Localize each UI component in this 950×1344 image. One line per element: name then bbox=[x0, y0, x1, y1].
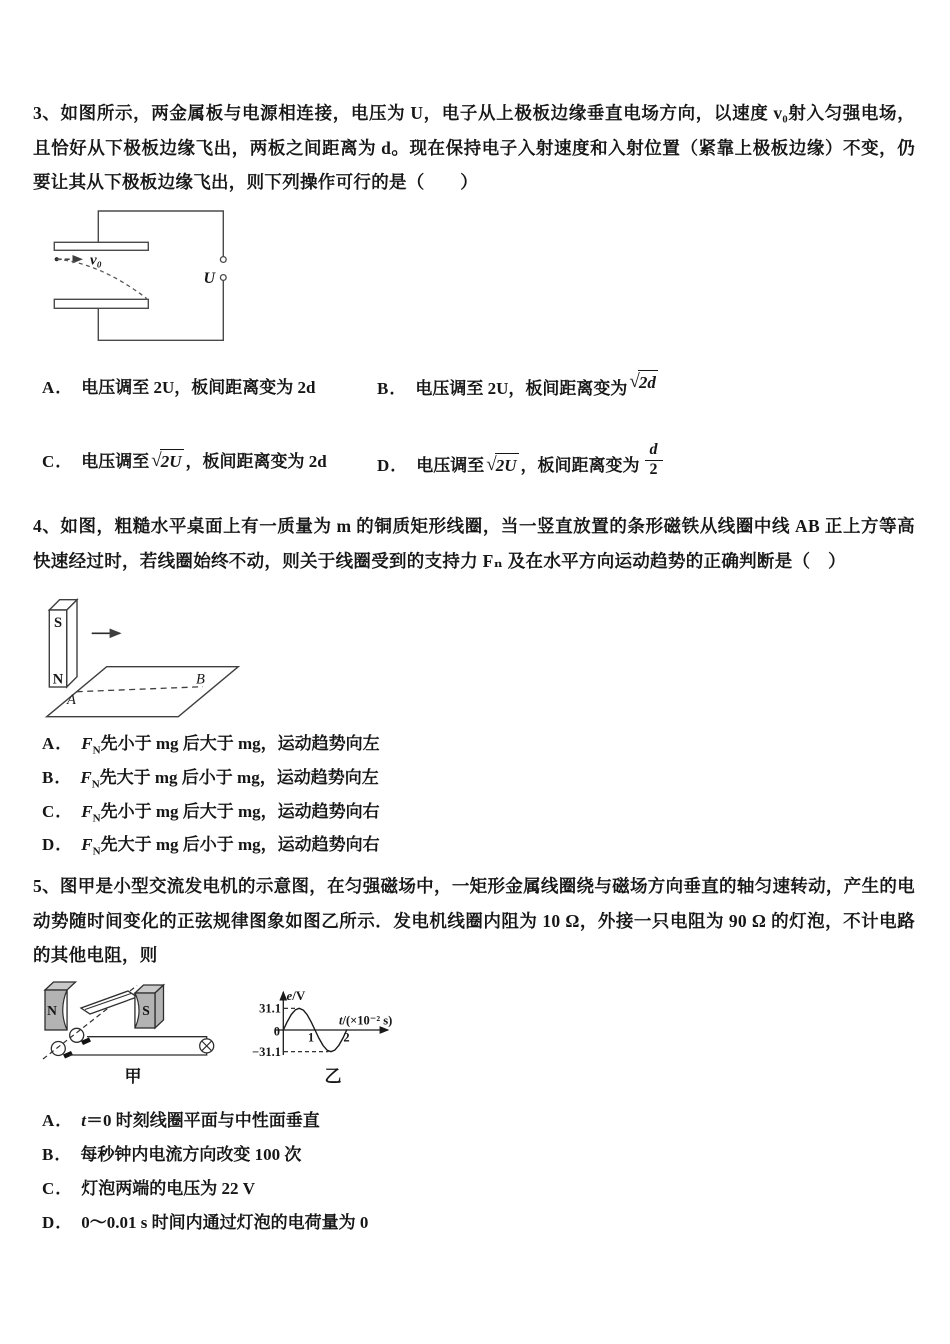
force-subscript: N bbox=[92, 812, 101, 825]
force-subscript: N bbox=[91, 778, 100, 791]
q5-option-c bbox=[42, 1177, 255, 1201]
sqrt-expression bbox=[486, 453, 518, 478]
q4-option-a-text: 先小于 mg 后大于 mg，运动趋势向左 bbox=[100, 734, 380, 753]
question-5-stem: 5、图甲是小型交流发电机的示意图，在匀强磁场中，一矩形金属线圈绕与磁场方向垂直的轴匀速转动，产生的电动势随时间变化的正弦规律图象如图乙所示．发电机线圈内阻为 10 Ω，外接一只电阻为 90 Ω 的灯泡，不计电路的其他电阻，则 bbox=[33, 876, 915, 965]
q5-option-b-text: 每秒钟内电流方向改变 100 次 bbox=[80, 1145, 302, 1164]
q5-option-a-text: ＝0 时刻线圈平面与中性面垂直 bbox=[86, 1111, 320, 1130]
pole-n-label: N bbox=[52, 671, 64, 688]
q4-option-b bbox=[42, 766, 379, 796]
question-3-stem: 3、如图所示，两金属板与电源相连接，电压为 U，电子从上极板边缘垂直电场方向，以速度 v₀射入匀强电场，且恰好从下极板边缘飞出，两板之间距离为 d。现在保持电子入射速度和入射位置（紧靠上极板边缘）不变，仍要让其从下极板边缘飞出，则下列操作可行的是（ ） bbox=[33, 103, 915, 192]
q5-option-d-text: 0～0.01 s 时间内通过灯泡的电荷量为 0 bbox=[81, 1213, 369, 1232]
y-tick-zero: 0 bbox=[273, 1024, 280, 1039]
force-symbol: F bbox=[81, 734, 93, 753]
q3-option-b-text: 电压调至 2U，板间距离变为 bbox=[415, 379, 628, 398]
force-subscript: N bbox=[92, 744, 101, 757]
wire-top bbox=[87, 1037, 207, 1039]
pole-n-label: N bbox=[47, 1003, 57, 1018]
figure-jia-caption: 甲 bbox=[124, 1067, 142, 1086]
force-subscript: N bbox=[92, 845, 101, 858]
pole-s-label: S bbox=[142, 1003, 150, 1018]
force-symbol: F bbox=[81, 802, 93, 821]
q5-option-b bbox=[42, 1143, 301, 1167]
q4-option-a bbox=[42, 732, 380, 762]
q3-option-d-text2: ，板间距离变为 bbox=[520, 456, 640, 476]
q5-option-b-letter: B． bbox=[42, 1145, 73, 1164]
emf-time-graph bbox=[240, 978, 400, 1086]
fraction-numerator: d bbox=[645, 442, 663, 461]
q4-option-a-letter: A． bbox=[42, 734, 74, 753]
q3-option-c-letter: C． bbox=[42, 452, 74, 471]
sqrt-expression bbox=[151, 449, 183, 474]
q4-option-d-letter: D． bbox=[42, 835, 74, 854]
q3-option-d-text: 电压调至 bbox=[416, 456, 485, 476]
force-symbol: F bbox=[81, 835, 93, 854]
q4-option-b-text: 先大于 mg 后小于 mg，运动趋势向左 bbox=[99, 768, 379, 787]
q4-option-c bbox=[42, 800, 380, 830]
q3-option-d bbox=[377, 441, 663, 486]
pole-n-magnet bbox=[45, 982, 76, 1030]
pole-s-magnet bbox=[135, 985, 164, 1028]
radical-sign: √ bbox=[629, 371, 640, 392]
q5-option-c-text: 灯泡两端的电压为 22 V bbox=[81, 1179, 256, 1198]
q3-option-c-radicand: 2U bbox=[160, 449, 184, 474]
x-axis-label: t/(×10⁻² s) bbox=[339, 1013, 393, 1028]
q4-option-c-text: 先小于 mg 后大于 mg，运动趋势向右 bbox=[100, 802, 380, 821]
ac-generator-diagram bbox=[35, 978, 250, 1086]
magnet-over-coil-diagram bbox=[40, 597, 250, 725]
q4-option-c-letter: C． bbox=[42, 802, 74, 821]
q3-option-d-letter: D． bbox=[377, 456, 409, 476]
voltage-label: U bbox=[203, 270, 215, 287]
terminal-top bbox=[220, 257, 226, 263]
q3-option-a bbox=[42, 376, 316, 400]
circuit-wire-bottom bbox=[98, 280, 223, 340]
x-tick-2: 2 bbox=[343, 1030, 350, 1045]
lamp-symbol bbox=[200, 1039, 214, 1053]
sqrt-expression bbox=[629, 370, 657, 395]
q3-option-c bbox=[42, 449, 327, 474]
q4-option-b-letter: B． bbox=[42, 768, 73, 787]
corner-b-label: B bbox=[196, 671, 205, 688]
q5-option-d bbox=[42, 1211, 368, 1235]
top-plate bbox=[54, 242, 148, 250]
radical-sign: √ bbox=[486, 454, 497, 476]
radical-sign: √ bbox=[151, 450, 162, 471]
q3-option-c-text2: ，板间距离变为 2d bbox=[185, 452, 327, 471]
x-tick-1: 1 bbox=[307, 1030, 315, 1045]
q3-option-b-radicand: 2d bbox=[638, 370, 658, 395]
bottom-plate bbox=[54, 299, 148, 308]
magnet-side-face bbox=[67, 600, 77, 687]
q4-option-d-text: 先大于 mg 后小于 mg，运动趋势向右 bbox=[100, 835, 380, 854]
slip-ring-1 bbox=[70, 1028, 84, 1042]
corner-a-label: A bbox=[67, 692, 76, 708]
q5-option-d-letter: D． bbox=[42, 1213, 74, 1232]
y-tick-peak: 31.1 bbox=[259, 1001, 281, 1016]
q5-option-c-letter: C． bbox=[42, 1179, 74, 1198]
q3-option-a-text: 电压调至 2U，板间距离变为 2d bbox=[81, 378, 316, 397]
parallel-plate-circuit-diagram bbox=[48, 204, 230, 346]
force-symbol: F bbox=[80, 768, 92, 787]
q3-option-a-letter: A． bbox=[42, 378, 74, 397]
q3-option-d-radicand: 2U bbox=[495, 453, 519, 478]
figure-yi-caption: 乙 bbox=[324, 1067, 342, 1086]
q4-option-d bbox=[42, 833, 380, 863]
question-4-stem: 4、如图，粗糙水平桌面上有一质量为 m 的铜质矩形线圈，当一竖直放置的条形磁铁从线圈中线 AB 正上方等高快速经过时，若线圈始终不动，则关于线圈受到的支持力 Fₙ 及在水平方向运动趋势的正确判断是（ ） bbox=[33, 516, 915, 571]
q3-option-b-letter: B． bbox=[377, 379, 408, 398]
q3-option-c-text: 电压调至 bbox=[81, 452, 150, 471]
time-symbol: t bbox=[81, 1111, 87, 1130]
slip-ring-2 bbox=[51, 1042, 65, 1056]
y-axis-label: e/V bbox=[286, 988, 306, 1003]
fraction-denominator: 2 bbox=[649, 460, 658, 478]
q5-option-a bbox=[42, 1109, 320, 1133]
pole-s-label: S bbox=[53, 615, 63, 631]
velocity-label: v₀ bbox=[90, 252, 102, 269]
q5-option-a-letter: A． bbox=[42, 1111, 74, 1130]
fraction bbox=[645, 442, 663, 479]
terminal-bottom bbox=[220, 275, 226, 281]
wire-bottom bbox=[69, 1053, 207, 1055]
y-tick-trough: −31.1 bbox=[252, 1045, 281, 1059]
q3-option-b bbox=[377, 371, 660, 401]
